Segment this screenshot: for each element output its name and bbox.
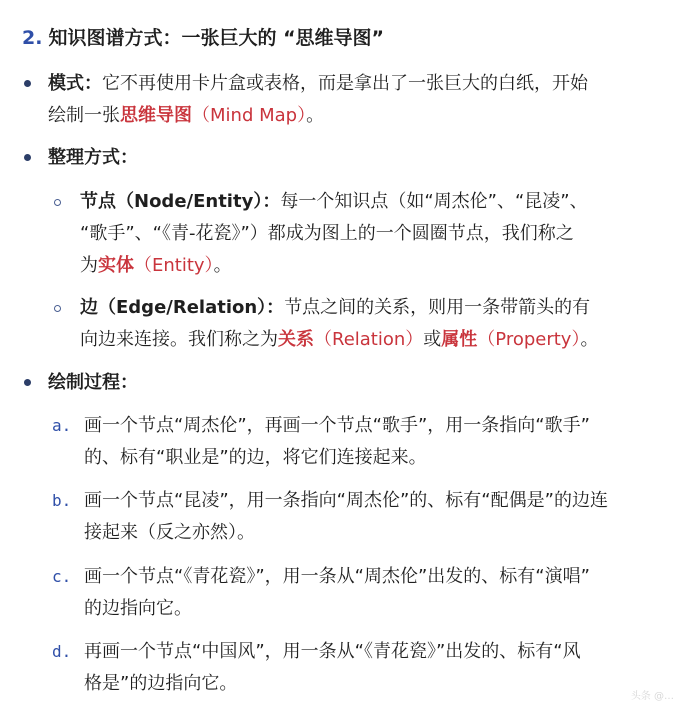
node-line-1 (80, 185, 588, 219)
step-a-line-2: 的、标有“职业是”的边，将它们连接起来。 (84, 447, 427, 468)
step-marker-a: a. (52, 416, 72, 435)
edge-term-relation: 关系 (278, 329, 314, 350)
watermark: 头条 @… (630, 691, 674, 702)
edge-end: 。 (580, 329, 599, 350)
step-a-line-1: 画一个节点“周杰伦”，再画一个节点“歌手”，用一条指向“歌手” (84, 415, 590, 436)
step-d-line-1: 再画一个节点“中国风”，用一条从“《青花瓷》”出发的、标有“风 (84, 641, 581, 662)
edge-line-2 (80, 323, 598, 357)
organize-label: 整理方式： (48, 147, 138, 168)
node-label: 节点（Node/Entity）： (80, 191, 281, 212)
edge-label: 边（Edge/Relation）： (80, 297, 285, 318)
step-b-line-2: 接起来（反之亦然）。 (84, 522, 255, 543)
edge-term-relation-en: （Relation） (314, 329, 424, 350)
step-b-line-1: 画一个节点“昆凌”，用一条指向“周杰伦”的、标有“配偶是”的边连 (84, 490, 608, 511)
mode-term: 思维导图 (120, 105, 192, 126)
mode-text-2: 绘制一张 (48, 105, 120, 126)
node-line-3 (80, 249, 232, 283)
step-c-line-2: 的边指向它。 (84, 598, 192, 619)
mode-end: 。 (306, 105, 325, 126)
bullet-mode (24, 80, 31, 87)
node-text-3: 为 (80, 255, 98, 276)
node-line-2: “歌手”、“《青-花瓷》”）都成为图上的一个圆圈节点，我们称之 (80, 223, 574, 244)
step-d-line-2: 格是”的边指向它。 (84, 673, 238, 694)
step-marker-b: b. (52, 491, 72, 510)
edge-text-2: 向边来连接。我们称之为 (80, 329, 278, 350)
edge-or: 或 (423, 329, 442, 350)
node-term-en: （Entity） (134, 255, 214, 276)
step-marker-c: c. (52, 567, 72, 586)
edge-term-property: 属性 (441, 329, 478, 350)
mode-term-en: （Mind Map） (192, 105, 307, 126)
edge-line-1 (80, 291, 590, 325)
process-label: 绘制过程： (48, 372, 138, 393)
section-title: 知识图谱方式：一张巨大的 “思维导图” (48, 27, 385, 49)
step-c-line-1: 画一个节点“《青花瓷》”，用一条从“周杰伦”出发的、标有“演唱” (84, 566, 590, 587)
node-text-1: 每一个知识点（如“周杰伦”、“昆凌”、 (280, 191, 588, 212)
mode-line-2 (48, 99, 324, 133)
sub-bullet-node (54, 199, 61, 206)
mode-label: 模式： (48, 73, 102, 94)
edge-term-property-en: （Property） (477, 329, 581, 350)
node-term: 实体 (98, 255, 134, 276)
node-end: 。 (213, 255, 232, 276)
section-heading (22, 22, 384, 54)
bullet-process (24, 379, 31, 386)
sub-bullet-edge (54, 305, 61, 312)
mode-line-1 (48, 67, 588, 101)
section-number: 2. (22, 27, 43, 49)
bullet-organize (24, 154, 31, 161)
step-marker-d: d. (52, 642, 72, 661)
mode-text-1: 它不再使用卡片盒或表格，而是拿出了一张巨大的白纸，开始 (102, 73, 588, 94)
edge-text-1: 节点之间的关系，则用一条带箭头的有 (284, 297, 591, 318)
